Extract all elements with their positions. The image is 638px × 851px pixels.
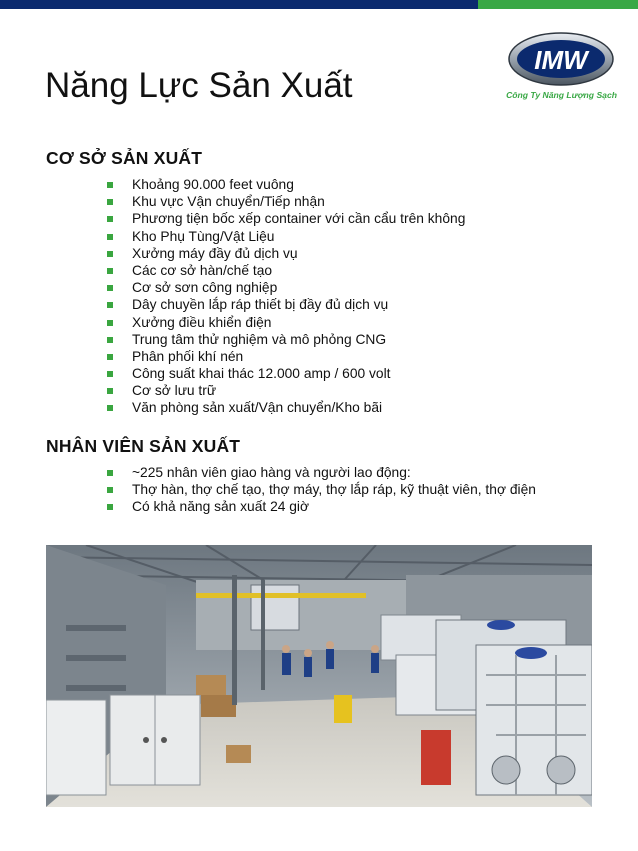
facility-item-text: Khoảng 90.000 feet vuông [132,177,294,192]
square-bullet-icon [107,405,113,411]
square-bullet-icon [107,251,113,257]
square-bullet-icon [107,388,113,394]
facility-list-item [107,296,465,313]
staff-item-text: Thợ hàn, thợ chế tạo, thợ máy, thợ lắp ráp, kỹ thuật viên, thợ điện [132,482,536,498]
facility-list-item [107,348,465,365]
logo-subtitle: Công Ty Năng Lượng Sạch [506,90,617,100]
top-bar-blue [0,0,478,9]
top-bar-green [478,0,638,9]
staff-list-item [107,464,536,481]
facility-list-item [107,193,465,210]
facility-list-item [107,262,465,279]
facility-list-item [107,245,465,262]
facility-list-item [107,279,465,296]
square-bullet-icon [107,320,113,326]
staff-list-item [107,498,536,515]
square-bullet-icon [107,354,113,360]
facility-list-item [107,314,465,331]
facility-item-text: Dây chuyền lắp ráp thiết bị đầy đủ dịch vụ [132,297,389,313]
staff-heading: NHÂN VIÊN SẢN XUẤT [46,436,241,456]
facility-list-item [107,331,465,348]
facility-heading: CƠ SỞ SẢN XUẤT [46,148,203,168]
facility-list-item [107,176,465,193]
facility-item-text: Xưởng điều khiển điện [132,314,272,330]
square-bullet-icon [107,302,113,308]
square-bullet-icon [107,182,113,188]
facility-item-text: Phân phối khí nén [132,348,244,364]
square-bullet-icon [107,234,113,240]
square-bullet-icon [107,371,113,377]
facility-item-text: Kho Phụ Tùng/Vật Liệu [132,228,275,244]
staff-item-text: ~225 nhân viên giao hàng và người lao động: [132,465,411,480]
square-bullet-icon [107,285,113,291]
facility-list-item [107,382,465,399]
facility-item-text: Công suất khai thác 12.000 amp / 600 volt [132,366,391,382]
facility-item-text: Phương tiện bốc xếp container với cần cẩu trên không [132,211,466,227]
square-bullet-icon [107,216,113,222]
square-bullet-icon [107,337,113,343]
facility-item-text: Khu vực Vận chuyển/Tiếp nhận [132,194,325,210]
facility-list-item [107,210,465,227]
facility-item-text: Văn phòng sản xuất/Vận chuyển/Kho bãi [132,400,383,416]
facility-item-text: Trung tâm thử nghiệm và mô phỏng CNG [132,331,387,347]
facility-list-item [107,365,465,382]
facility-list-item [107,228,465,245]
facility-list [107,176,465,417]
facility-item-text: Xưởng máy đầy đủ dịch vụ [132,245,298,261]
square-bullet-icon [107,199,113,205]
logo-text: IMW [534,45,588,75]
square-bullet-icon [107,504,113,510]
factory-floor-photo [46,545,592,807]
company-logo [505,30,617,110]
staff-item-text: Có khả năng sản xuất 24 giờ [132,499,310,515]
square-bullet-icon [107,487,113,493]
square-bullet-icon [107,268,113,274]
staff-list-item [107,481,536,498]
facility-list-item [107,399,465,416]
staff-list [107,464,536,516]
facility-item-text: Cơ sở sơn công nghiệp [132,280,278,296]
facility-item-text: Các cơ sở hàn/chế tạo [132,262,273,278]
facility-item-text: Cơ sở lưu trữ [132,383,217,399]
page-title: Năng Lực Sản Xuất [45,66,353,105]
square-bullet-icon [107,470,113,476]
